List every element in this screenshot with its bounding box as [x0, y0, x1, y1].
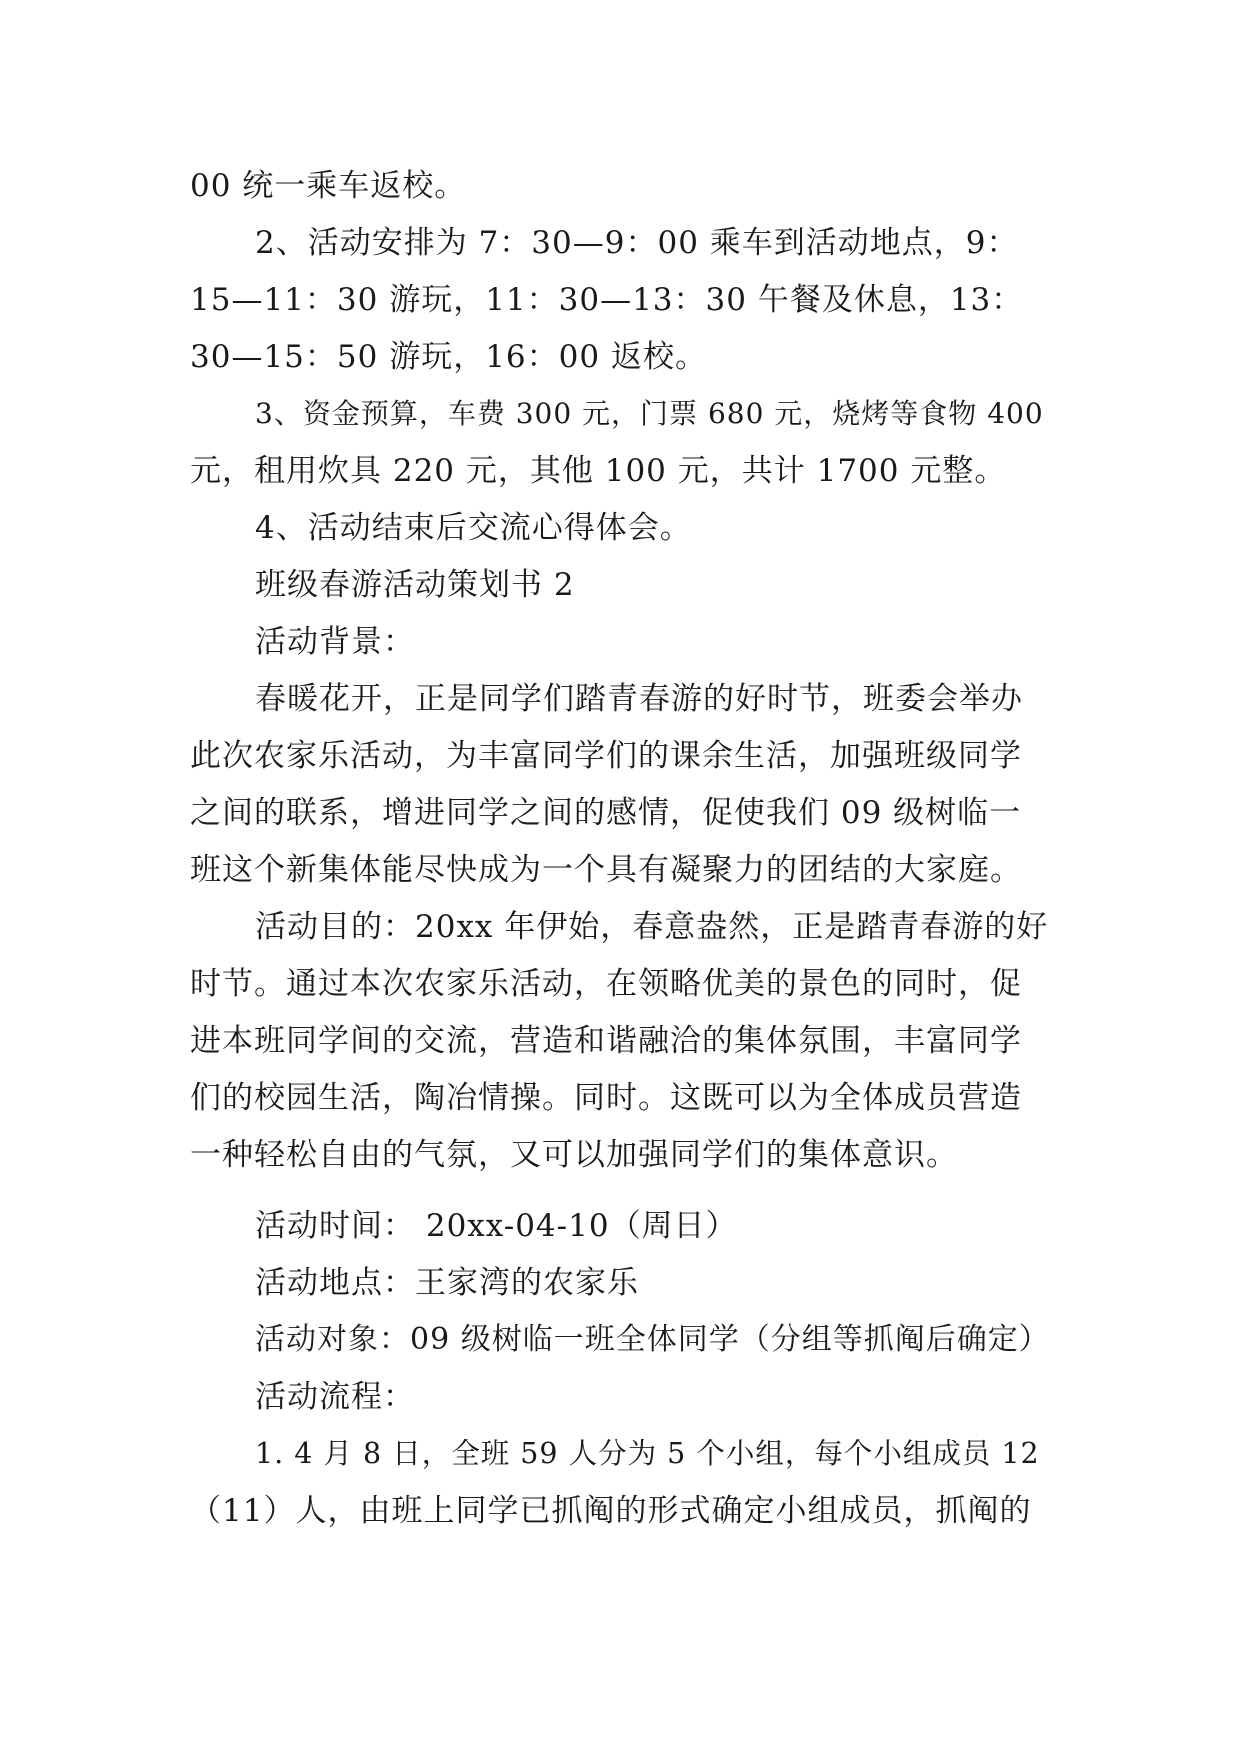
text-line: 班这个新集体能尽快成为一个具有凝聚力的团结的大家庭。 [190, 852, 1022, 888]
text-line: 活动流程： [255, 1379, 415, 1415]
text-line: 元，租用炊具 220 元，其他 100 元，共计 1700 元整。 [190, 453, 1007, 489]
text-line: 活动地点：王家湾的农家乐 [255, 1265, 639, 1301]
text-line: 活动时间： 20xx-04-10（周日） [255, 1208, 738, 1244]
text-line: 00 统一乘车返校。 [190, 168, 467, 204]
text-line: 春暖花开，正是同学们踏青春游的好时节，班委会举办 [255, 681, 1023, 717]
text-line: （11）人，由班上同学已抓阄的形式确定小组成员，抓阄的 [190, 1493, 1032, 1529]
text-line: 一种轻松自由的气氛，又可以加强同学们的集体意识。 [190, 1137, 958, 1173]
text-line: 们的校园生活，陶冶情操。同时。这既可以为全体成员营造 [190, 1080, 1022, 1116]
text-line: 1. 4 月 8 日，全班 59 人分为 5 个小组，每个小组成员 12 [255, 1437, 1040, 1470]
text-line: 此次农家乐活动，为丰富同学们的课余生活，加强班级同学 [190, 738, 1022, 774]
text-line: 时节。通过本次农家乐活动，在领略优美的景色的同时，促 [190, 966, 1022, 1002]
text-line: 活动目的：20xx 年伊始，春意盎然，正是踏青春游的好 [255, 909, 1049, 945]
text-line: 15—11：30 游玩，11：30—13：30 午餐及休息，13： [190, 282, 1024, 318]
text-line: 之间的联系，增进同学之间的感情，促使我们 09 级树临一 [190, 795, 1022, 831]
section-heading: 班级春游活动策划书 2 [255, 567, 575, 603]
text-line: 进本班同学间的交流，营造和谐融洽的集体氛围，丰富同学 [190, 1023, 1022, 1059]
text-line: 3、资金预算，车费 300 元，门票 680 元，烧烤等食物 400 [255, 397, 1044, 430]
text-line: 活动背景： [255, 624, 415, 660]
text-line: 2、活动安排为 7：30—9：00 乘车到活动地点，9： [255, 225, 1019, 261]
text-line: 4、活动结束后交流心得体会。 [255, 510, 692, 546]
text-line: 30—15：50 游玩，16：00 返校。 [190, 339, 707, 375]
text-line: 活动对象：09 级树临一班全体同学（分组等抓阄后确定） [255, 1322, 1050, 1357]
